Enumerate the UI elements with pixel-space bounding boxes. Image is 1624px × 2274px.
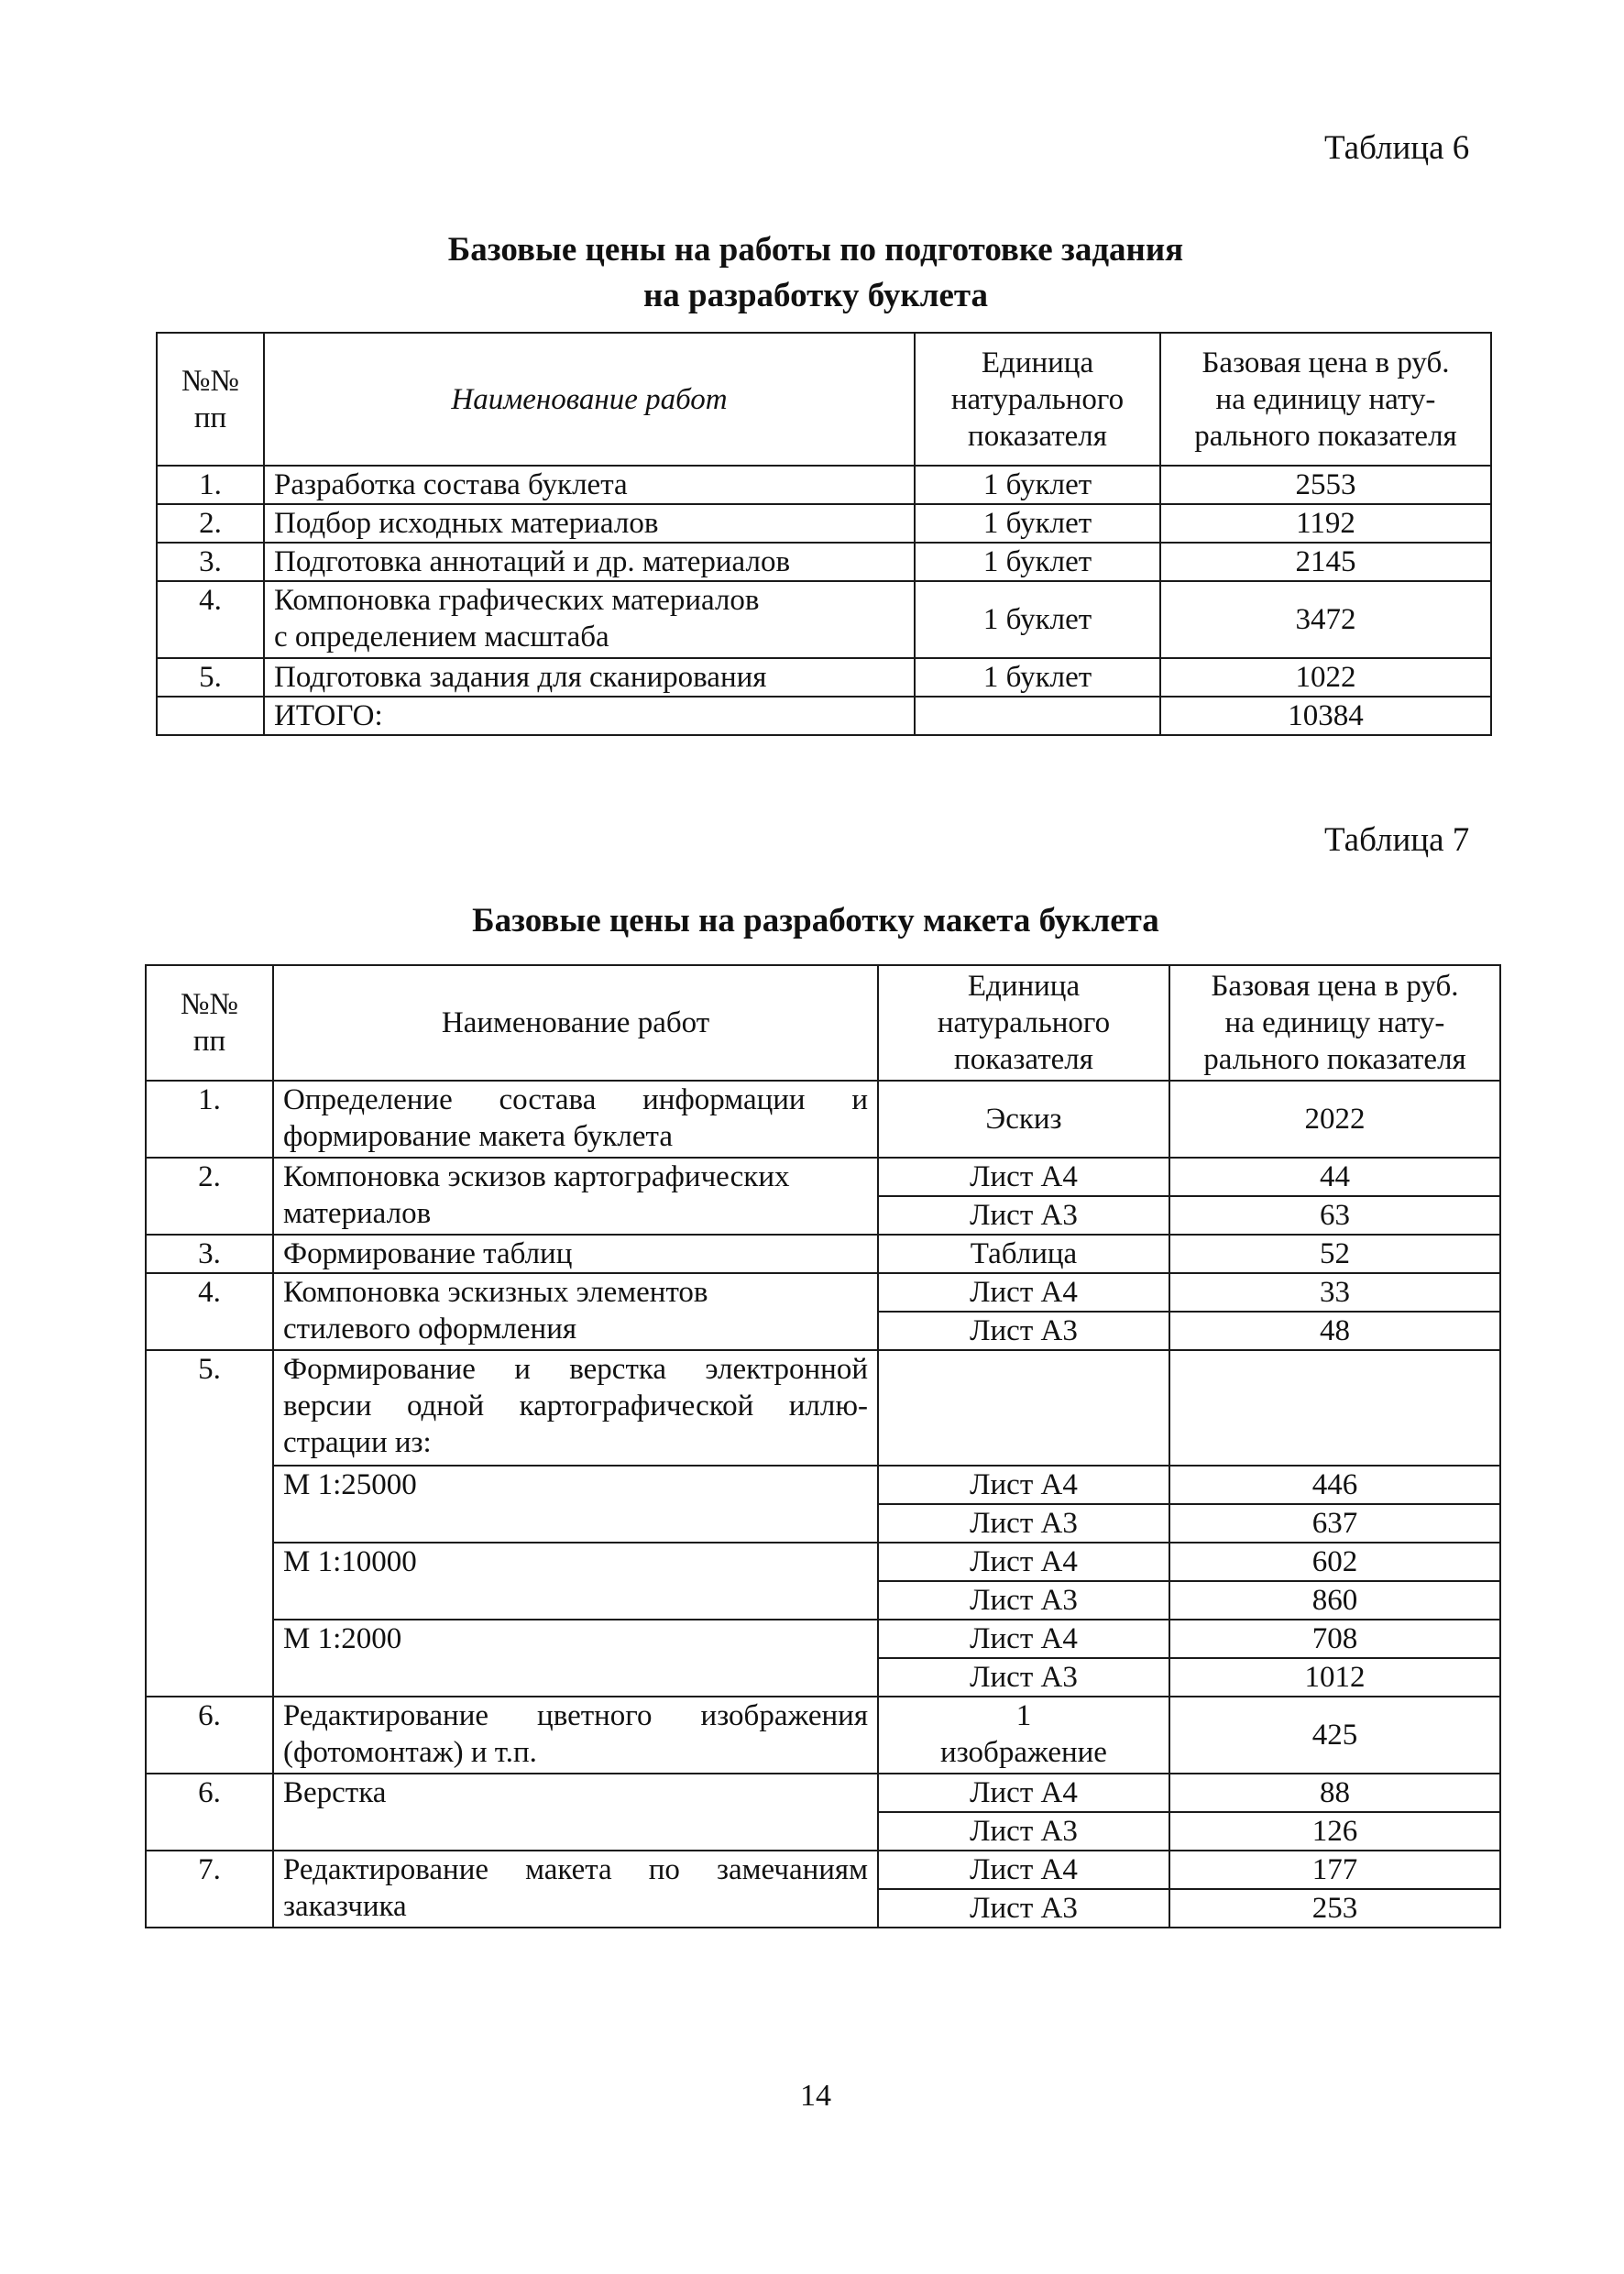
row-unit: 1 буклет bbox=[915, 504, 1160, 543]
row-price: 425 bbox=[1169, 1697, 1500, 1774]
total-unit bbox=[915, 697, 1160, 735]
row-num: 4. bbox=[146, 1273, 273, 1350]
header-price bbox=[1160, 333, 1491, 466]
row-price: 3472 bbox=[1160, 581, 1491, 658]
header-price-line1: Базовая цена в руб. bbox=[1211, 970, 1459, 1003]
row-num: 5. bbox=[157, 658, 264, 697]
table7-title: Базовые цены на разработку макета буклета bbox=[472, 902, 1159, 939]
row-name-line1: Компоновка графических материалов bbox=[274, 584, 760, 617]
table-row bbox=[146, 1350, 1500, 1466]
header-price-line3: рального показателя bbox=[1194, 419, 1457, 453]
row-name: Подбор исходных материалов bbox=[264, 504, 915, 543]
row-price: 1192 bbox=[1160, 504, 1491, 543]
header-num-line1: №№ bbox=[181, 988, 238, 1021]
row-name: Подготовка аннотаций и др. материалов bbox=[264, 543, 915, 581]
table-row bbox=[146, 1774, 1500, 1812]
table6-title-line1: Базовые цены на работы по подготовке задания bbox=[447, 231, 1184, 269]
row-name bbox=[273, 1350, 878, 1466]
table-row bbox=[146, 1697, 1500, 1774]
row-name-line1: Компоновка эскизных элементов bbox=[283, 1276, 708, 1309]
row-name bbox=[273, 1158, 878, 1235]
header-unit-line3: показателя bbox=[954, 1043, 1093, 1076]
row-unit: Лист А3 bbox=[878, 1196, 1169, 1235]
row-unit: 1 буклет bbox=[915, 466, 1160, 504]
row-price: 708 bbox=[1169, 1620, 1500, 1658]
row-name-line2: (фотомонтаж) и т.п. bbox=[283, 1736, 537, 1769]
table-row bbox=[157, 466, 1491, 504]
table-row bbox=[146, 1235, 1500, 1273]
row-price: 88 bbox=[1169, 1774, 1500, 1812]
row-num: 1. bbox=[157, 466, 264, 504]
row-price: 860 bbox=[1169, 1581, 1500, 1620]
row-price: 2022 bbox=[1169, 1081, 1500, 1158]
table7-header-row bbox=[146, 965, 1500, 1081]
row-unit: Лист А4 bbox=[878, 1273, 1169, 1312]
row-num: 3. bbox=[146, 1235, 273, 1273]
header-price-line2: на единицу нату- bbox=[1224, 1006, 1445, 1039]
table-row bbox=[157, 543, 1491, 581]
row-unit: Лист А3 bbox=[878, 1812, 1169, 1851]
table7 bbox=[145, 964, 1501, 1928]
row-price: 33 bbox=[1169, 1273, 1500, 1312]
row-unit: Лист А4 bbox=[878, 1620, 1169, 1658]
row-unit: Лист А3 bbox=[878, 1312, 1169, 1350]
header-num-line1: №№ bbox=[181, 364, 239, 398]
scale-label: М 1:10000 bbox=[273, 1543, 878, 1620]
table-row bbox=[146, 1081, 1500, 1158]
row-name bbox=[273, 1697, 878, 1774]
header-price-line1: Базовая цена в руб. bbox=[1202, 346, 1450, 379]
table-row bbox=[157, 581, 1491, 658]
header-num bbox=[157, 333, 264, 466]
header-unit-line3: показателя bbox=[968, 419, 1107, 453]
row-name: Разработка состава буклета bbox=[264, 466, 915, 504]
header-name: Наименование работ bbox=[273, 965, 878, 1081]
header-price-line2: на единицу нату- bbox=[1215, 382, 1436, 416]
row-name-line1: Компоновка эскизов картографических bbox=[283, 1160, 790, 1193]
row-unit: 1 буклет bbox=[915, 581, 1160, 658]
row-unit: Лист А3 bbox=[878, 1581, 1169, 1620]
header-num-line2: пп bbox=[192, 1025, 226, 1058]
row-num: 6. bbox=[146, 1697, 273, 1774]
row-price: 1012 bbox=[1169, 1658, 1500, 1697]
row-unit: Лист А4 bbox=[878, 1466, 1169, 1504]
row-price: 63 bbox=[1169, 1196, 1500, 1235]
row-price: 2553 bbox=[1160, 466, 1491, 504]
table-row bbox=[146, 1466, 1500, 1504]
header-price bbox=[1169, 965, 1500, 1081]
row-name-line2: заказчика bbox=[283, 1890, 407, 1923]
row-name-line2: материалов bbox=[283, 1197, 432, 1230]
header-price-line3: рального показателя bbox=[1203, 1043, 1466, 1076]
header-unit bbox=[915, 333, 1160, 466]
row-unit: Лист А4 bbox=[878, 1158, 1169, 1196]
row-name bbox=[264, 581, 915, 658]
row-name-line2: с определением масштаба bbox=[274, 621, 609, 654]
row-num: 2. bbox=[157, 504, 264, 543]
row-unit: Лист А4 bbox=[878, 1774, 1169, 1812]
row-num: 4. bbox=[157, 581, 264, 658]
row-price: 602 bbox=[1169, 1543, 1500, 1581]
header-unit bbox=[878, 965, 1169, 1081]
row-name-line2: формирование макета буклета bbox=[283, 1120, 673, 1153]
row-name: Подготовка задания для сканирования bbox=[264, 658, 915, 697]
header-num bbox=[146, 965, 273, 1081]
row-unit: 1 буклет bbox=[915, 543, 1160, 581]
row-num: 1. bbox=[146, 1081, 273, 1158]
row-price: 446 bbox=[1169, 1466, 1500, 1504]
row-name bbox=[273, 1273, 878, 1350]
row-unit: Лист А4 bbox=[878, 1543, 1169, 1581]
total-value: 10384 bbox=[1160, 697, 1491, 735]
row-name-line1: Редактирование цветного изображения bbox=[283, 1699, 868, 1732]
row-price: 2145 bbox=[1160, 543, 1491, 581]
row-num: 6. bbox=[146, 1774, 273, 1851]
row-unit bbox=[878, 1350, 1169, 1466]
row-unit: Лист А3 bbox=[878, 1504, 1169, 1543]
row-unit: Таблица bbox=[878, 1235, 1169, 1273]
row-price bbox=[1169, 1350, 1500, 1466]
row-price: 52 bbox=[1169, 1235, 1500, 1273]
row-unit: Лист А3 bbox=[878, 1889, 1169, 1928]
table-row bbox=[146, 1851, 1500, 1889]
table6 bbox=[156, 332, 1492, 736]
row-num: 7. bbox=[146, 1851, 273, 1928]
row-price: 48 bbox=[1169, 1312, 1500, 1350]
table6-title bbox=[275, 227, 1356, 319]
row-num: 5. bbox=[146, 1350, 273, 1697]
row-price: 177 bbox=[1169, 1851, 1500, 1889]
row-price: 126 bbox=[1169, 1812, 1500, 1851]
row-name: Верстка bbox=[273, 1774, 878, 1851]
table6-title-line2: на разработку буклета bbox=[642, 277, 989, 314]
table-total-row bbox=[157, 697, 1491, 735]
row-name bbox=[273, 1851, 878, 1928]
total-num bbox=[157, 697, 264, 735]
row-unit bbox=[878, 1697, 1169, 1774]
row-name-line2: версии одной картографической иллю- bbox=[283, 1390, 868, 1423]
header-unit-line2: натурального bbox=[950, 382, 1125, 416]
table6-label: Таблица 6 bbox=[1324, 129, 1470, 167]
header-unit-line1: Единица bbox=[967, 970, 1081, 1003]
header-name: Наименование работ bbox=[264, 333, 915, 466]
table-row bbox=[146, 1273, 1500, 1312]
header-unit-line1: Единица bbox=[981, 346, 1094, 379]
row-name-line3: страции из: bbox=[283, 1426, 432, 1459]
row-unit: Лист А3 bbox=[878, 1658, 1169, 1697]
row-name bbox=[273, 1081, 878, 1158]
header-unit-line2: натурального bbox=[937, 1006, 1111, 1039]
scale-label: М 1:25000 bbox=[273, 1466, 878, 1543]
row-price: 253 bbox=[1169, 1889, 1500, 1928]
table-row bbox=[146, 1620, 1500, 1658]
table-row bbox=[146, 1158, 1500, 1196]
row-num: 2. bbox=[146, 1158, 273, 1235]
page-number: 14 bbox=[800, 2079, 831, 2113]
scale-label: М 1:2000 bbox=[273, 1620, 878, 1697]
row-unit-line2: изображение bbox=[940, 1736, 1107, 1769]
row-name-line1: Редактирование макета по замечаниям bbox=[283, 1853, 868, 1886]
table-row bbox=[157, 658, 1491, 697]
row-unit: Эскиз bbox=[878, 1081, 1169, 1158]
row-name-line1: Формирование и верстка электронной bbox=[283, 1353, 868, 1386]
row-name-line2: стилевого оформления bbox=[283, 1313, 577, 1346]
row-price: 1022 bbox=[1160, 658, 1491, 697]
table6-header-row bbox=[157, 333, 1491, 466]
row-num: 3. bbox=[157, 543, 264, 581]
row-unit: 1 буклет bbox=[915, 658, 1160, 697]
row-unit: Лист А4 bbox=[878, 1851, 1169, 1889]
table-row bbox=[157, 504, 1491, 543]
row-price: 637 bbox=[1169, 1504, 1500, 1543]
row-price: 44 bbox=[1169, 1158, 1500, 1196]
row-name: Формирование таблиц bbox=[273, 1235, 878, 1273]
table7-label: Таблица 7 bbox=[1324, 821, 1470, 859]
total-label: ИТОГО: bbox=[264, 697, 915, 735]
table-row bbox=[146, 1543, 1500, 1581]
row-unit-line1: 1 bbox=[1015, 1699, 1032, 1732]
row-name-line1: Определение состава информации и bbox=[283, 1083, 868, 1116]
header-num-line2: пп bbox=[193, 401, 227, 434]
